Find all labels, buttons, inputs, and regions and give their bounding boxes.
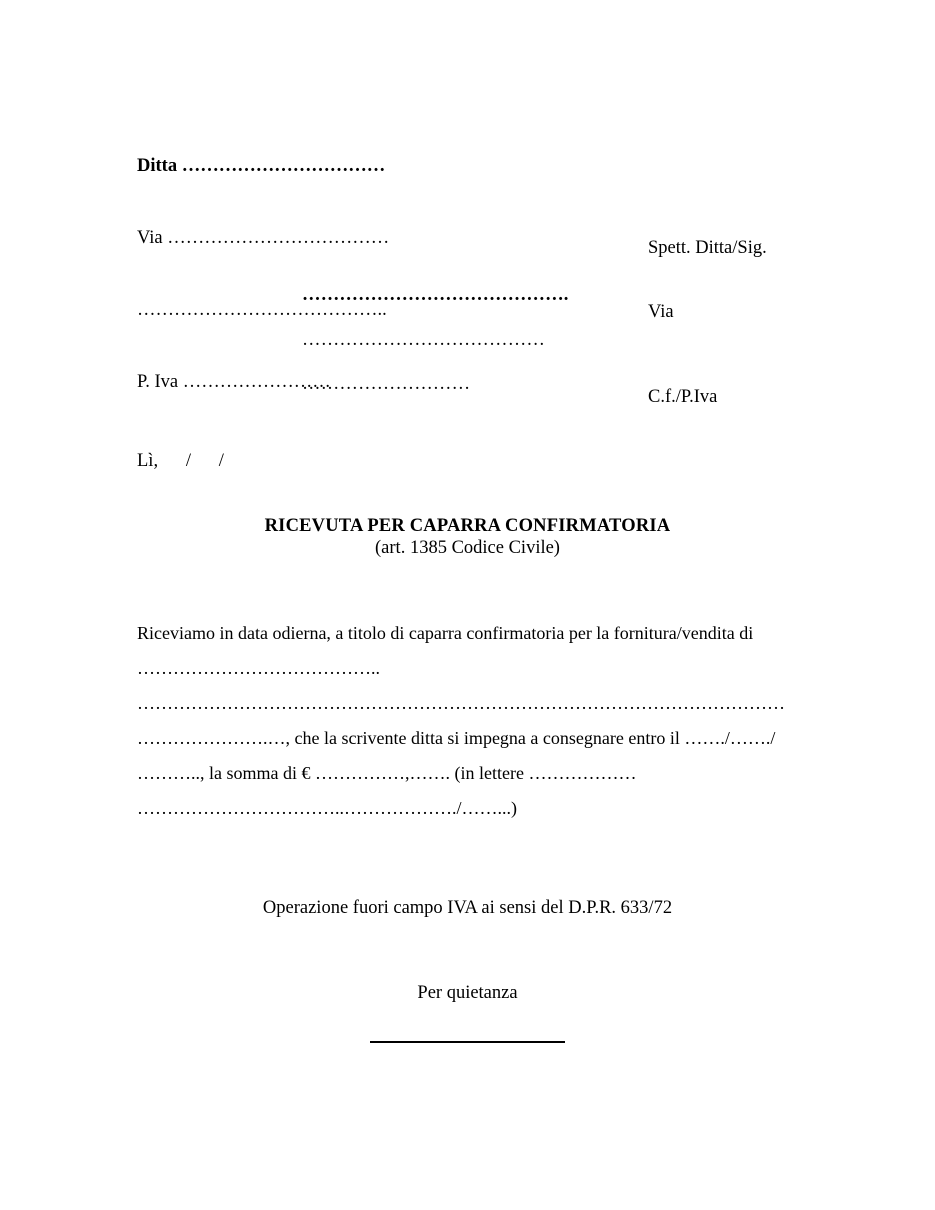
body-line-4: ………………….…, che la scrivente ditta si impegna a consegnare entro il ……./……./ <box>137 728 776 748</box>
sender-address-line: Via ……………………………… <box>137 228 390 248</box>
title-block <box>0 515 935 559</box>
receipt-label: Per quietanza <box>417 983 518 1003</box>
sender-address-continuation-line: ………………………………….. <box>137 300 387 320</box>
recipient-label-via: Via <box>648 302 674 322</box>
body-paragraph <box>137 616 817 826</box>
sender-company-line: Ditta …………………………… <box>137 156 386 176</box>
recipient-address-fill-line: ………………………………… <box>302 330 546 350</box>
iva-exemption-note: Operazione fuori campo IVA ai sensi del D.P.R. 633/72 <box>262 898 673 918</box>
body-line-5: ……….., la somma di € ……………,……. (in lettere ……………… <box>137 763 637 783</box>
recipient-name-fill-line: ……………………………………. <box>302 285 569 305</box>
body-line-2: ………………………………….. <box>137 658 380 678</box>
body-line-6: ……………………………..………………./……...) <box>137 798 517 818</box>
document-title: RICEVUTA PER CAPARRA CONFIRMATORIA <box>264 516 671 536</box>
body-line-1: Riceviamo in data odierna, a titolo di caparra confirmatoria per la fornitura/vendita di <box>137 623 754 643</box>
place-date-line: Lì, / / <box>137 451 224 471</box>
recipient-label-spett: Spett. Ditta/Sig. <box>648 238 767 258</box>
document-subtitle: (art. 1385 Codice Civile) <box>375 538 560 558</box>
body-line-3: ……………………………………………………………………………………………… <box>137 693 785 713</box>
recipient-taxcode-fill-line: ……………………… <box>302 374 471 394</box>
sender-vat-line: P. Iva …………………… <box>137 372 331 392</box>
recipient-label-taxcode: C.f./P.Iva <box>648 387 718 407</box>
signature-line <box>370 1041 565 1043</box>
